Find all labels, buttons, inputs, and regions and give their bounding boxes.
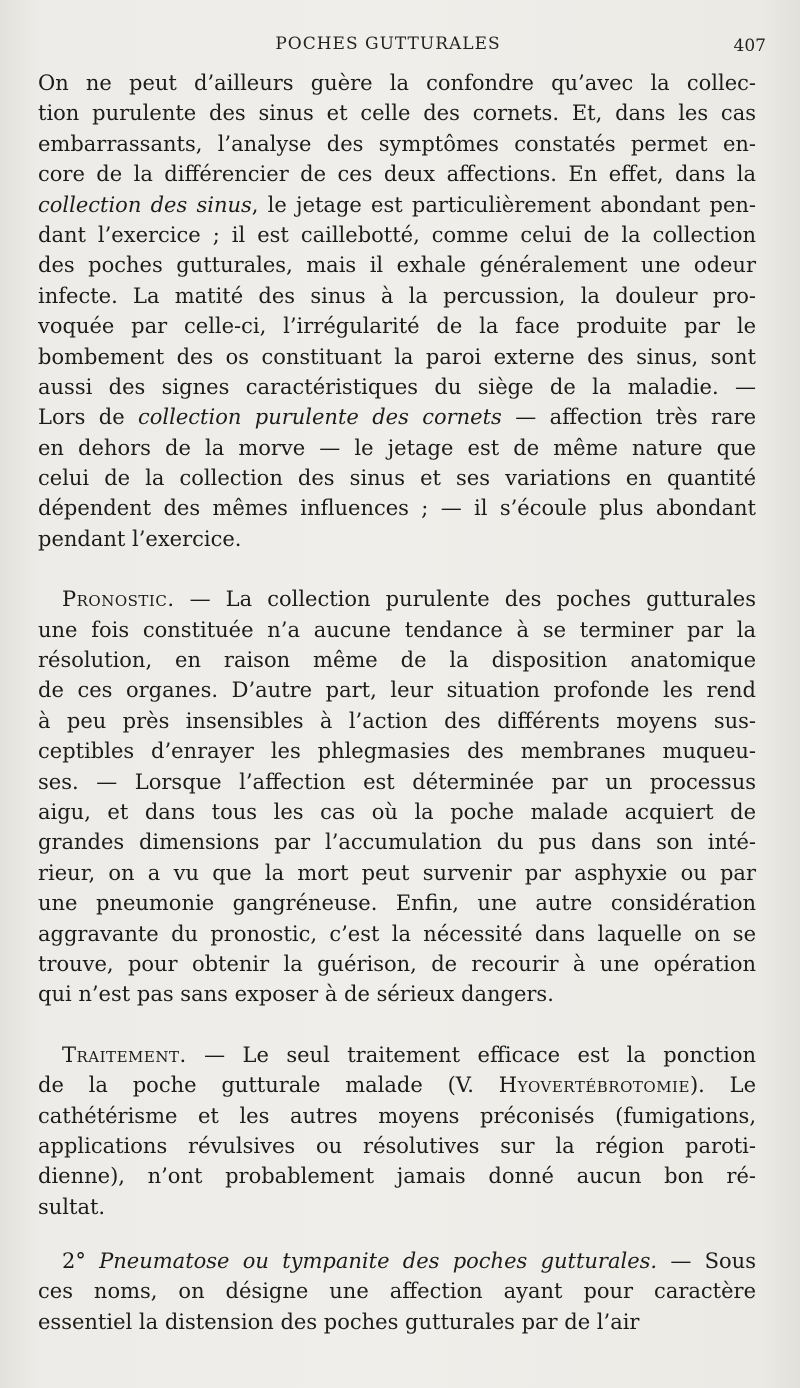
paragraph-gap — [38, 1222, 756, 1246]
small-caps-heading: Traitement. — [62, 1042, 187, 1067]
text-line: embarrassants, l’analyse des symptômes constatés permet en- — [38, 131, 756, 156]
text-line: Lors de collection purulente des cornets — affection très rare — [38, 405, 757, 430]
text-line: essentiel la distension des poches gutturales par de l’air — [38, 1309, 640, 1334]
text-line: applications révulsives ou résolutives sur la région paroti- — [38, 1133, 756, 1158]
text-line: aussi des signes caractéristiques du siège de la maladie. — — [38, 374, 756, 399]
text-line: ses. — Lorsque l’affection est déterminée par un processus — [38, 769, 756, 794]
text-line: tion purulente des sinus et celle des cornets. Et, dans les cas — [38, 101, 756, 126]
text-line: core de la différencier de ces deux affections. En effet, dans la — [38, 162, 756, 187]
text-line: pendant l’exercice. — [38, 526, 242, 551]
text-line: bombement des os constituant la paroi externe des sinus, sont — [38, 344, 756, 369]
text-line: dépendent des mêmes influences ; — il s’écoule plus abondant — [38, 496, 756, 521]
text-line: trouve, pour obtenir la guérison, de recourir à une opération — [38, 951, 756, 976]
text-line: voquée par celle-ci, l’irrégularité de la face produite par le — [38, 314, 756, 339]
text-line: collection des sinus, le jetage est particulièrement abondant pen- — [38, 192, 757, 217]
italic-phrase: collection des sinus — [38, 192, 252, 217]
small-caps-heading: Hyovertébrotomie — [498, 1073, 690, 1098]
running-head — [0, 34, 800, 60]
paragraph-treatment — [38, 1040, 756, 1222]
text-line: une pneumonie gangréneuse. Enfin, une autre considération — [38, 891, 756, 916]
text-line: des poches gutturales, mais il exhale généralement une odeur — [38, 253, 756, 278]
paragraph-pneumatosis — [38, 1246, 756, 1337]
text-line: une fois constituée n’a aucune tendance à se terminer par la — [38, 617, 756, 642]
running-title: POCHES GUTTURALES — [275, 34, 501, 54]
small-caps-heading: Pronostic. — [62, 587, 175, 612]
paragraph-gap — [38, 554, 756, 584]
text-line: qui n’est pas sans exposer à de sérieux dangers. — [38, 982, 554, 1007]
text-line: aigu, et dans tous les cas où la poche malade acquiert de — [38, 799, 756, 824]
page-number: 407 — [733, 36, 766, 56]
text-line: grandes dimensions par l’accumulation du pus dans son inté- — [38, 830, 756, 855]
text-line: Traitement. — Le seul traitement efficace est la ponction — [62, 1042, 756, 1067]
text-line: celui de la collection des sinus et ses variations en quantité — [38, 466, 756, 491]
text-line: Pronostic. — La collection purulente des poches gutturales — [62, 587, 756, 612]
paragraph-prognosis — [38, 584, 756, 1009]
body-text — [38, 68, 756, 1337]
italic-phrase: collection purulente des cornets — [138, 405, 502, 430]
text-line: cathétérisme et les autres moyens préconisés (fumigations, — [38, 1103, 756, 1128]
paragraph-gap — [38, 1010, 756, 1040]
text-line: ces noms, on désigne une affection ayant pour caractère — [38, 1279, 756, 1304]
text-line: de la poche gutturale malade (V. Hyovertébrotomie). Le — [38, 1073, 756, 1098]
text-line: dienne), n’ont probablement jamais donné aucun bon ré- — [38, 1164, 756, 1189]
italic-phrase: Pneumatose ou tympanite des poches gutturales. — [99, 1249, 658, 1274]
text-line: en dehors de la morve — le jetage est de même nature que — [38, 435, 756, 460]
text-line: aggravante du pronostic, c’est la nécessité dans laquelle on se — [38, 921, 756, 946]
text-line: sultat. — [38, 1194, 106, 1219]
text-line: à peu près insensibles à l’action des différents moyens sus- — [38, 708, 756, 733]
text-line: infecte. La matité des sinus à la percussion, la douleur pro- — [38, 283, 756, 308]
text-line: 2° Pneumatose ou tympanite des poches gutturales. — Sous — [62, 1249, 756, 1274]
text-line: On ne peut d’ailleurs guère la confondre qu’avec la collec- — [38, 71, 756, 95]
text-line: ceptibles d’enrayer les phlegmasies des membranes muqueu- — [38, 739, 756, 764]
text-line: rieur, on a vu que la mort peut survenir par asphyxie ou par — [38, 860, 756, 885]
text-line: dant l’exercice ; il est caillebotté, comme celui de la collection — [38, 222, 756, 247]
text-line: résolution, en raison même de la disposition anatomique — [38, 648, 756, 673]
text-line: de ces organes. D’autre part, leur situation profonde les rend — [38, 678, 756, 703]
paragraph-differential-diagnosis — [38, 68, 756, 554]
